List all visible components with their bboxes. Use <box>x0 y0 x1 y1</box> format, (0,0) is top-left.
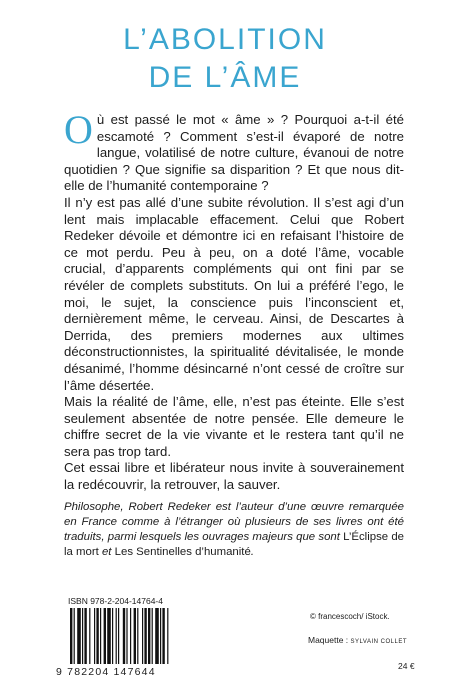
isbn: ISBN 978-2-204-14764-4 <box>68 596 163 606</box>
intro-text: ù est passé le mot « âme » ? Pourquoi a-t-il été escamoté ? Comment s’est-il évaporé de notre langue, volatilisé de notre culture, évanoui de notre quotidien ? Que signifie sa disparition ? Et que nous dit-elle de l’humanité contemporaine ? <box>64 112 404 194</box>
barcode-icon <box>68 608 208 664</box>
blurb-paragraph: Il n’y est pas allé d’une subite révolution. Il s’est agi d’un lent mais implacable effacement. Celui que Robert Redeker dévoile et démontre ici en refaisant l’histoire de ce mot perdu. Peu à peu, on a doté l’âme, vocable crucial, d’apparents compléments qui ont fini par se révéler de complets substituts. On lui a préféré l’ego, le moi, le sujet, la conscience puis l’inconscient et, dernièrement même, le cerveau. Ainsi, de Descartes à Derrida, des premiers modernes aux ultimes déconstructionnistes, la spiritualité dévitalisée, le monde désanimé, l’homme désincarné n’ont cessé de croître sur l’âme désertée. <box>64 194 404 393</box>
blurb <box>64 107 404 494</box>
book-title-line-1: L’ABOLITION <box>123 23 327 56</box>
book-title: Les Sentinelles d’humanité <box>114 546 251 558</box>
designer-logo: SYLVAIN COLLET <box>350 639 407 645</box>
book-title-line-2: DE L’ÂME <box>148 61 302 94</box>
layout-credit <box>308 635 407 645</box>
maquette-label: Maquette : <box>308 635 351 645</box>
intro-paragraph <box>64 107 404 195</box>
blurb-paragraph: Mais la réalité de l’âme, elle, n’est pas éteinte. Elle s’est seulement absentée de notre pensée. Elle demeure le chiffre secret de la vie vivante et le restera tant qu’il ne sera pas trop tard. <box>64 394 404 459</box>
barcode-block <box>56 596 226 680</box>
barcode-number: 9 782204 147644 <box>56 666 156 678</box>
book-title: L’Éclipse de la mort <box>64 531 405 558</box>
author-bio: Philosophe, Robert Redeker est l’auteur d’une œuvre remarquée en France comme à l’étranger où plusieurs de ses livres ont été traduits, parmi lesquels les ouvrages majeurs que sont L’Éclipse de la mort et Les Sentinelles d’humanité. <box>64 501 405 558</box>
price: 24 € <box>398 661 415 671</box>
blurb-paragraph: Cet essai libre et libérateur nous invite à souverainement la redécouvrir, la retrouver, la sauver. <box>64 460 404 493</box>
drop-cap: O <box>64 107 93 152</box>
photo-credit: © francescoch/ iStock. <box>310 612 390 621</box>
